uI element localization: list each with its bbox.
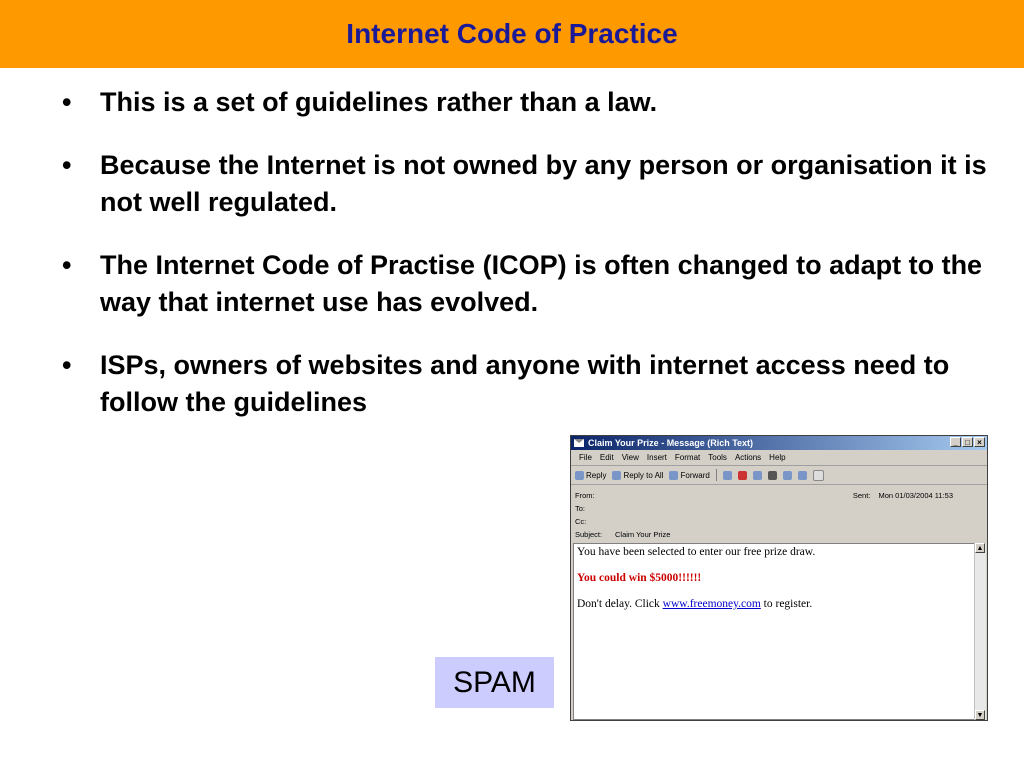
body-line-highlight: You could win $5000!!!!!! (577, 572, 702, 584)
close-button[interactable]: × (974, 437, 985, 447)
bullet-list (58, 84, 988, 447)
email-window (570, 435, 988, 721)
menu-insert[interactable]: Insert (646, 453, 667, 462)
menu-format[interactable]: Format (674, 453, 701, 462)
reply-all-icon (612, 471, 621, 480)
scroll-down-icon[interactable]: ▼ (976, 712, 984, 719)
menu-bar (571, 450, 987, 466)
sent-info (853, 491, 953, 500)
forward-icon (669, 471, 678, 480)
cc-label: Cc: (575, 517, 587, 526)
reply-button[interactable]: Reply (575, 471, 606, 480)
window-controls (950, 437, 985, 447)
message-body[interactable] (573, 543, 977, 720)
flag-icon[interactable] (738, 471, 747, 480)
scroll-up-icon[interactable]: ▲ (976, 545, 984, 552)
minimize-button[interactable]: _ (950, 437, 961, 447)
message-headers (571, 485, 987, 547)
from-label: From: (575, 491, 595, 500)
bullet-item: • This is a set of guidelines rather than a law. (62, 87, 658, 117)
spam-label: SPAM (435, 657, 554, 708)
to-label: To: (575, 504, 586, 513)
bullet-item: • The Internet Code of Practise (ICOP) is often changed to adapt to the way that internet use has evolved. (62, 250, 983, 317)
bullet-item: • ISPs, owners of websites and anyone with internet access need to follow the guidelines (62, 350, 950, 417)
menu-edit[interactable]: Edit (599, 453, 614, 462)
toolbar-separator (716, 469, 717, 481)
body-line: Don't delay. Click www.freemoney.com to register. (577, 598, 813, 610)
body-scrollbar[interactable] (974, 543, 986, 720)
subject-label: Subject: (575, 530, 603, 539)
toolbar (571, 466, 987, 485)
forward-button[interactable]: Forward (669, 471, 709, 480)
slide-title: Internet Code of Practice (346, 18, 678, 49)
title-bar (0, 0, 1024, 68)
menu-file[interactable]: File (579, 453, 592, 462)
body-line: You have been selected to enter our free prize draw. (577, 546, 816, 558)
help-icon[interactable] (813, 470, 824, 481)
envelope-icon (574, 439, 584, 447)
sent-label: Sent: (852, 491, 871, 500)
freemoney-link[interactable]: www.freemoney.com (662, 598, 761, 610)
window-title-bar[interactable] (571, 436, 987, 450)
bullet-item: • Because the Internet is not owned by any person or organisation it is not well regulated. (62, 150, 987, 217)
reply-all-button[interactable]: Reply to All (612, 471, 663, 480)
subject-value: Claim Your Prize (615, 530, 671, 539)
menu-view[interactable]: View (621, 453, 639, 462)
window-title: Claim Your Prize - Message (Rich Text) (588, 438, 754, 448)
move-icon[interactable] (753, 471, 762, 480)
maximize-button[interactable]: □ (962, 437, 973, 447)
print-icon[interactable] (723, 471, 732, 480)
menu-help[interactable]: Help (769, 453, 786, 462)
reply-icon (575, 471, 584, 480)
menu-actions[interactable]: Actions (734, 453, 762, 462)
delete-icon[interactable] (768, 471, 777, 480)
previous-item-icon[interactable] (783, 471, 792, 480)
sent-value: Mon 01/03/2004 11:53 (878, 491, 953, 500)
next-item-icon[interactable] (798, 471, 807, 480)
menu-tools[interactable]: Tools (708, 453, 727, 462)
